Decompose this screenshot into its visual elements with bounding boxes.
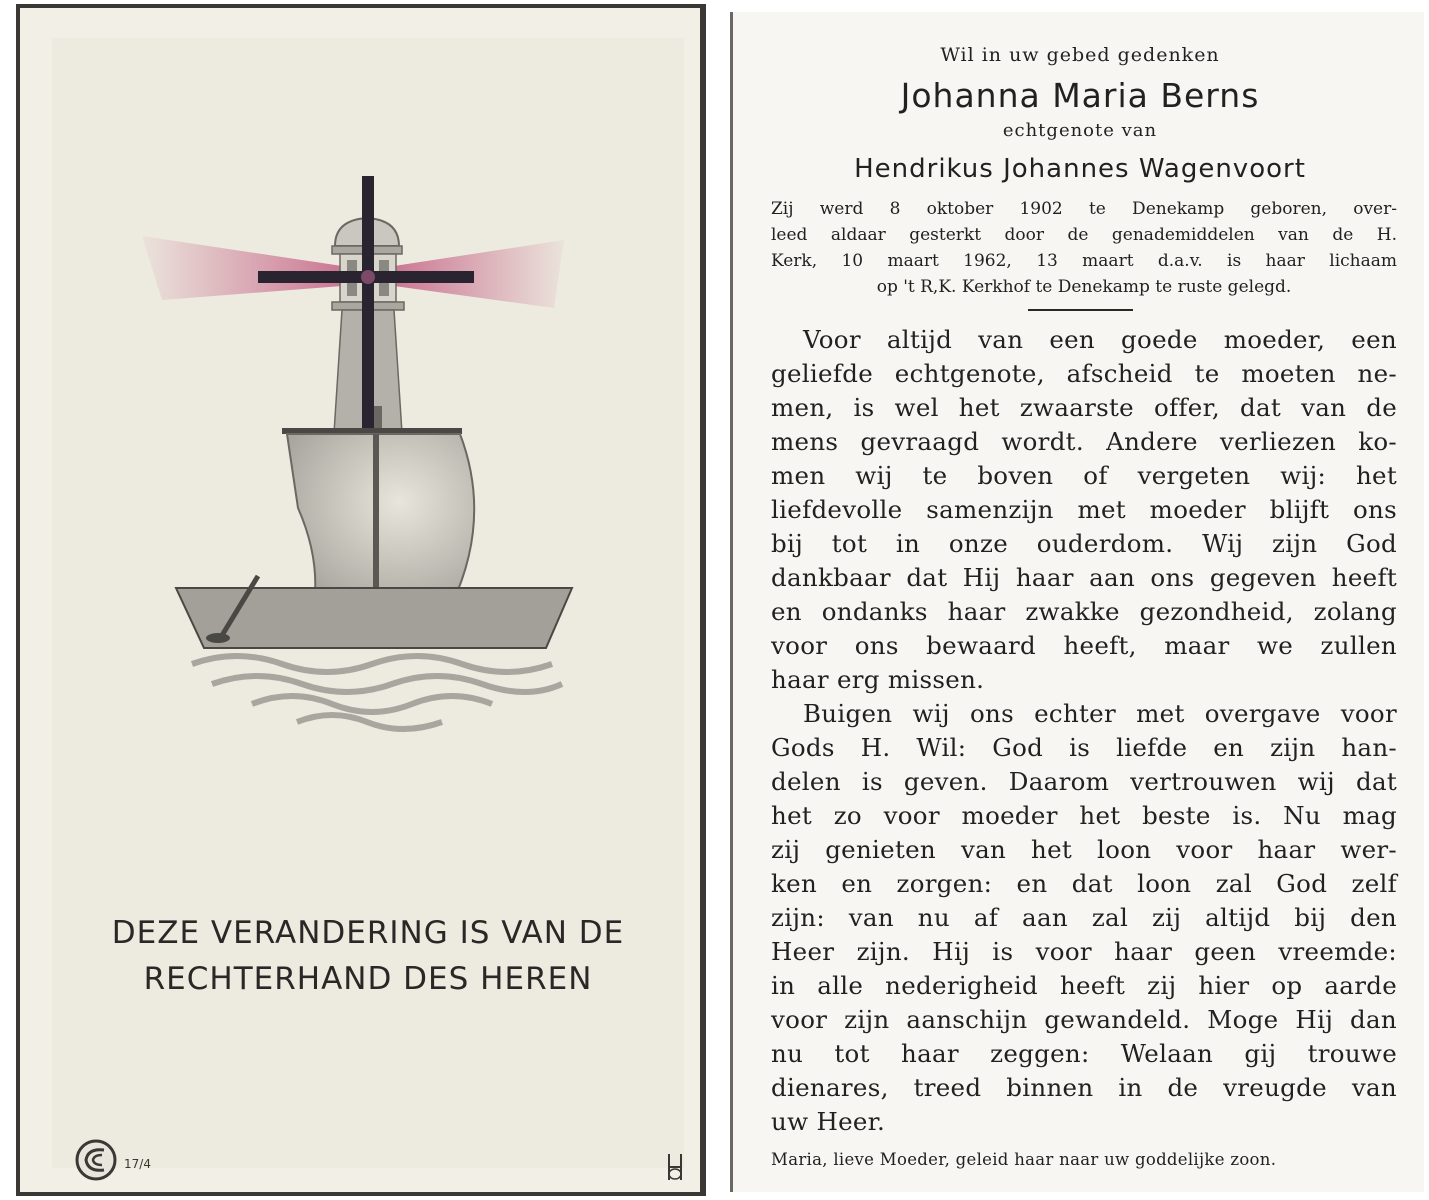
paragraph-2-line: Buigen wij ons echter met overgave voor (803, 699, 1397, 728)
paragraph-1-line: en ondanks haar zwakke gezondheid, zolang (771, 597, 1397, 626)
bio-line: leed aldaar gesterkt door de genademiddelen van de H. (771, 225, 1397, 245)
paragraph-2-line: voor zijn aanschijn gewandeld. Moge Hij dan (771, 1005, 1397, 1034)
illustration-area (52, 38, 684, 1171)
paragraph-1-line: men, is wel het zwaarste offer, dat van de (771, 393, 1397, 422)
motto-line-2: RECHTERHAND DES HEREN (143, 961, 593, 997)
paragraph-1-line: geliefde echtgenote, afscheid te moeten ne- (771, 359, 1397, 388)
intro-line: Wil in uw gebed gedenken (940, 44, 1220, 66)
divider (1028, 309, 1133, 311)
paragraph-1-line: men wij te boven of vergeten wij: het (771, 461, 1397, 490)
paragraph-1-line: bij tot in onze ouderdom. Wij zijn God (771, 529, 1397, 558)
paragraph-2-line: het zo voor moeder het beste is. Nu mag (771, 801, 1397, 830)
paragraph-2-line: zijn: van nu af aan zal zij altijd bij den (771, 903, 1397, 932)
paragraph-2-line: Heer zijn. Hij is voor haar geen vreemde: (771, 937, 1397, 966)
paragraph-1-line: Voor altijd van een goede moeder, een (803, 325, 1397, 354)
bio-line: Zij werd 8 oktober 1902 te Denekamp geboren, over- (771, 199, 1397, 219)
paragraph-1-line: liefdevolle samenzijn met moeder blijft ons (771, 495, 1397, 524)
paragraph-1-line: haar erg missen. (771, 665, 985, 694)
paragraph-2-line: dienares, treed binnen in de vreugde van (771, 1073, 1397, 1102)
spouse-name: Hendrikus Johannes Wagenvoort (854, 154, 1306, 184)
paragraph-2-line: zij genieten van het loon voor haar wer- (771, 835, 1397, 864)
bio-line: Kerk, 10 maart 1962, 13 maart d.a.v. is haar lichaam (771, 251, 1397, 271)
paragraph-2-line: Gods H. Wil: God is liefde en zijn han- (771, 733, 1397, 762)
spouse-label: echtgenote van (1002, 120, 1158, 141)
paragraph-2-line: in alle nederigheid heeft zij hier op aarde (771, 971, 1397, 1000)
card-number: 17/4 (124, 1157, 151, 1171)
paragraph-1-line: mens gevraagd wordt. Andere verliezen ko- (771, 427, 1397, 456)
motto-line-1: DEZE VERANDERING IS VAN DE (111, 915, 625, 951)
prayer-card-back (730, 12, 1424, 1192)
paragraph-1-line: voor ons bewaard heeft, maar we zullen (771, 631, 1397, 660)
prayer-card-front (16, 4, 706, 1196)
bio-line: op 't R,K. Kerkhof te Denekamp te ruste gelegd. (876, 277, 1292, 297)
ship-icon (176, 428, 572, 648)
cross-icon (258, 176, 474, 444)
paragraph-2-line: nu tot haar zeggen: Welaan gij trouwe (771, 1039, 1397, 1068)
deceased-name: Johanna Maria Berns (900, 76, 1260, 115)
paragraph-1-line: dankbaar dat Hij haar aan ons gegeven heeft (771, 563, 1397, 592)
paragraph-2-line: delen is geven. Daarom vertrouwen wij dat (771, 767, 1397, 796)
publisher-logo-icon (74, 1138, 118, 1182)
paragraph-2-line: uw Heer. (771, 1107, 886, 1136)
artist-mark-icon (664, 1152, 686, 1182)
closing-prayer: Maria, lieve Moeder, geleid haar naar uw goddelijke zoon. (771, 1150, 1277, 1169)
paragraph-2-line: ken en zorgen: en dat loon zal God zelf (771, 869, 1397, 898)
waves (192, 656, 562, 729)
card-front-paper (20, 8, 700, 1192)
